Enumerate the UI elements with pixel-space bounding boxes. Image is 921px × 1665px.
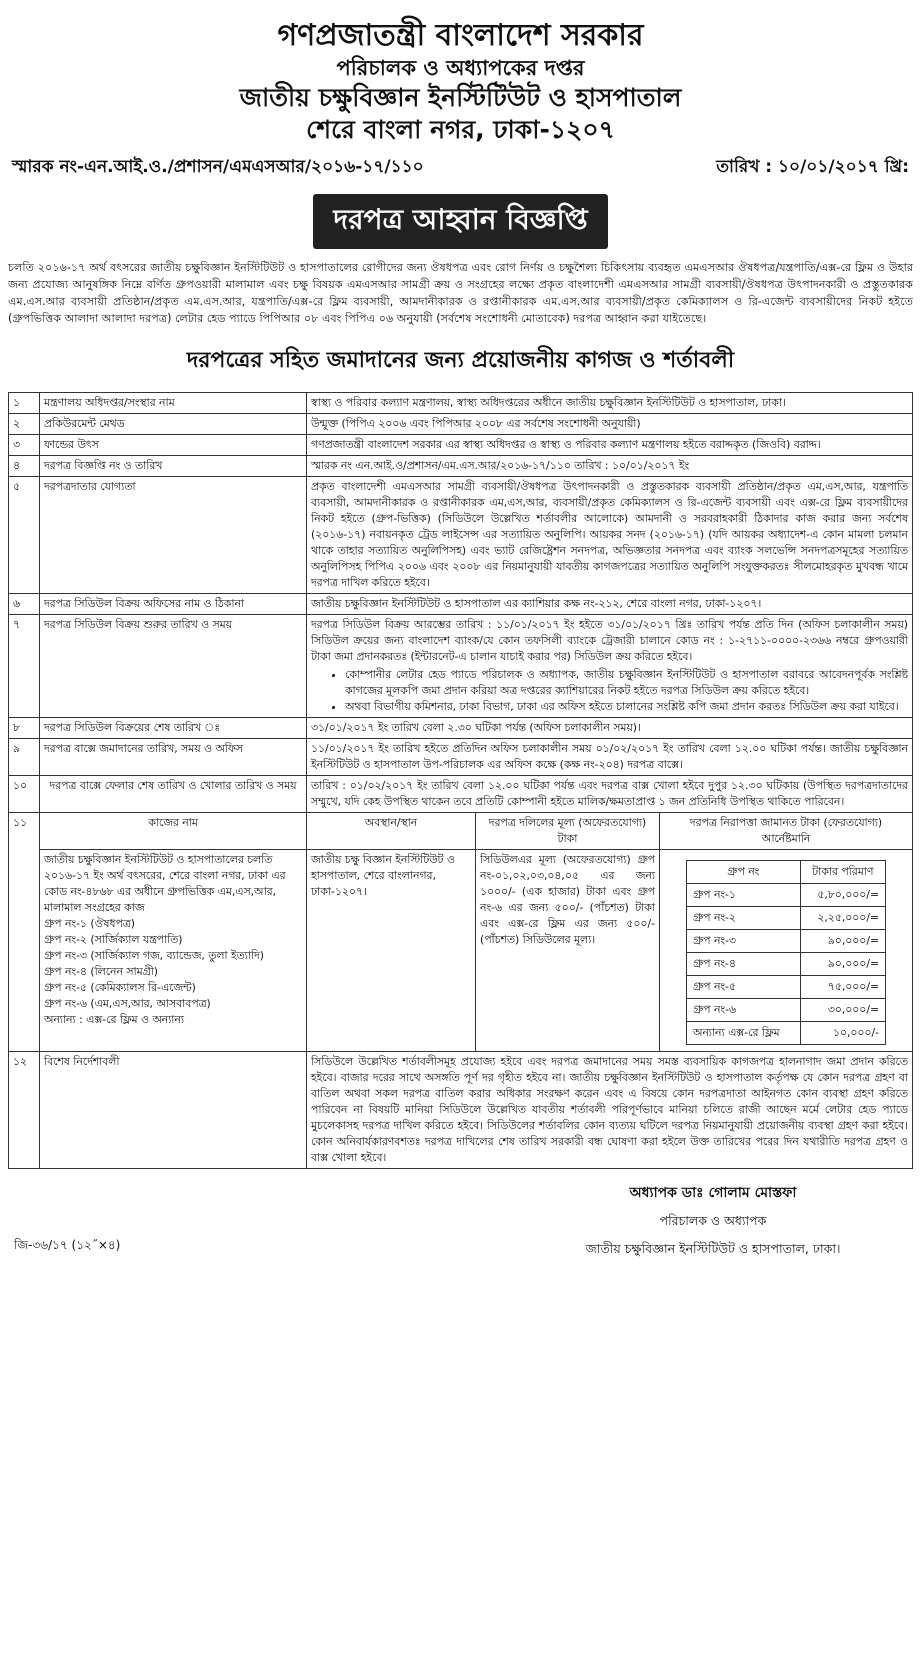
row-value: ৩১/০১/২০১৭ ইং তারিখ বেলা ২.৩০ ঘটিকা পর্যন্ত (অফিস চলাকালীন সময়)। xyxy=(307,718,913,739)
list-item: • কোম্পানীর লেটার হেড প্যাডে পরিচালক ও অধ্যাপক, জাতীয় চক্ষুবিজ্ঞান ইনস্টিটিউট ও হাসপাতাল বরাবরে আবেদনপূর্বক সংশ্লিষ্ট কাগজের মূলকপি জমা প্রদান করিয়া অত্র দপ্তরের ক্যাশিয়ারের নিকট হইতে দরপত্র সিডিউল ক্রয় করিতে হইবে। xyxy=(345,667,908,699)
location-cell: জাতীয় চক্ষু বিজ্ঞান ইনস্টিটিউট ও হাসপাতাল, শেরে বাংলানগর, ঢাকা-১২০৭। xyxy=(307,850,476,1052)
table-row xyxy=(9,594,913,615)
notice-date: তারিখ : ১০/০১/২০১৭ খ্রি: xyxy=(716,157,909,177)
amount-cell: ২,২৫,০০০/= xyxy=(800,907,885,930)
group-item: গ্রুপ নং-৩ (সার্জিক্যাল গজ, ব্যান্ডেজ, তুলা ইত্যাদি) xyxy=(44,949,264,962)
group-item: গ্রুপ নং-৫ (কেমিক্যালস রি-এজেন্ট) xyxy=(44,981,196,994)
row-label: দরপত্র সিডিউল বিক্রয় অফিসের নাম ও ঠিকানা xyxy=(40,594,307,615)
group-item: অন্যান্য : এক্স-রে ফ্লিম ও অন্যান্য xyxy=(44,1013,184,1026)
row-number: ১০ xyxy=(9,776,40,813)
notice-banner: দরপত্র আহ্বান বিজ্ঞপ্তি xyxy=(313,194,607,249)
group-cell: গ্রুপ নং-৪ xyxy=(687,953,801,976)
work-name-cell xyxy=(40,850,307,1052)
row-value: প্রকৃত বাংলাদেশী এমএসআর সামগ্রী ব্যবসায়ী/ঔষধপত্র উৎপাদনকারী ও প্রস্তুতকারক ব্যবসায়ী প্রতিষ্ঠান/প্রকৃত এম,এস,আর, যন্ত্রপাতি ব্যবসায়ী, আমদানীকারক ও রপ্তানীকারক এম,এস,আর, ব্যবসায়ী/প্রকৃত কেমিক্যালস ও রি-এজেন্ট ব্যবসায়ী এবং এক্স-রে ফ্লিম ব্যবসায়ীদের নিকট হইতে (গ্রুপ-ভিত্তিক) (সিডিউলে উল্লেখিত শর্তাবলীর আলোকে) আমদানী ও সরবরাহকারী ঠিকাদার কাজ করার জন্য সর্বশেষ (২০১৬-১৭) নবায়নকৃত ট্রেড লাইসেন্স এর সত্যায়িত অনুলিপি। আয়কর সনদ (২০১৬-১৭) (যদি আয়কর অধ্যাদেশ-এ কোন মামলা চলমান থাকে তাহার সত্যায়িত অনুলিপিসহ) এবং ভ্যাট রেজিষ্ট্রেশন সনদপত্র, অভিজ্ঞতার সনদপত্র এবং ব্যাংক সলভেন্সি সনদপত্রসমূহের সত্যায়িত অনুলিপিসহ পিপিএ ২০০৬ এবং ২০০৮ এর নিয়মানুযায়ী যাবতীয় কাগজপত্রের সত্যায়িত অনুলিপি সংযুক্তকরতঃ সীলমোহরকৃত মুখবন্ধ খামে দরপত্র দাখিল করিতে হইবে। xyxy=(307,477,913,594)
document-price-header: দরপত্র দলিলের মূল্য (অফেরতযোগ্য) টাকা xyxy=(476,813,660,850)
row-label: দরপত্র সিডিউল বিক্রয় শুরুর তারিখ ও সময় xyxy=(40,615,307,718)
security-header: দরপত্র নিরাপত্তা জামানত টাকা (ফেরতযোগ্য) আর্নেষ্টমানি xyxy=(660,813,913,850)
row-label: দরপত্র সিডিউল বিক্রয়ের শেষ তারিখ ঃ xyxy=(40,718,307,739)
row-number: ১ xyxy=(9,393,40,414)
row-value: ১১/০১/২০১৭ ইং তারিখ হইতে প্রতিদিন অফিস চলাকালীন সময় ০১/০২/২০১৭ ইং তারিখ বেলা ১২.০০ ঘটিকা পর্যন্ত। জাতীয় চক্ষুবিজ্ঞান ইনস্টিটিউট ও হাসপাতাল উপ-পরিচালক এর অফিস কক্ষে (কক্ষ নং-২০৪) দরপত্র বাক্সে। xyxy=(307,739,913,776)
row-number: ৮ xyxy=(9,718,40,739)
group-item: গ্রুপ নং-৪ (লিনেন সামগ্রী) xyxy=(44,965,159,978)
conditions-title: দরপত্রের সহিত জমাদানের জন্য প্রয়োজনীয় কাগজ ও শর্তাবলী xyxy=(186,348,735,373)
group-cell: গ্রুপ নং-৬ xyxy=(687,999,801,1022)
row-label: দরপত্র বিজ্ঞপ্তি নং ও তারিখ xyxy=(40,456,307,477)
row-value: স্বাস্থ্য ও পরিবার কল্যাণ মন্ত্রণালয়, স্বাস্থ্য অধিদপ্তরের অধীনে জাতীয় চক্ষুবিজ্ঞান ইনস্টিটিউট ও হাসপাতাল, ঢাকা। xyxy=(307,393,913,414)
signatory-organization: জাতীয় চক্ষুবিজ্ঞান ইনস্টিটিউট ও হাসপাতাল, ঢাকা। xyxy=(585,1241,841,1256)
row-label: প্রকিউরমেন্ট মেথড xyxy=(40,414,307,435)
row-number: ৩ xyxy=(9,435,40,456)
institute-name: জাতীয় চক্ষুবিজ্ঞান ইনস্টিটিউট ও হাসপাতাল xyxy=(239,83,682,112)
table-row xyxy=(9,850,913,1052)
group-item: গ্রুপ নং-১ (ঔষধপত্র) xyxy=(44,917,135,930)
office-name: পরিচালক ও অধ্যাপকের দপ্তর xyxy=(336,56,585,80)
row-label: ফান্ডের উৎস xyxy=(40,435,307,456)
row-value xyxy=(307,615,913,718)
group-cell: গ্রুপ নং-১ xyxy=(687,884,801,907)
table-row xyxy=(687,999,886,1022)
row-number: ২ xyxy=(9,414,40,435)
signatory-title: পরিচালক ও অধ্যাপক xyxy=(659,1213,767,1228)
row-value: তারিখ : ০১/০২/২০১৭ ইং তারিখ বেলা ১২.০০ ঘটিকা পর্যন্ত এবং দরপত্র বাক্স খোলা হইবে দুপুর ১২.৩০ ঘটিকায় (উপস্থিত দরপত্রদাতাদের সম্মুখে, যদি কেহ উপস্থিত থাকেন তবে প্রতিটি কোম্পানী হইতে মালিক/ক্ষমতাপ্রাপ্ত ১ জন প্রতিনিধি উপস্থিত থাকিতে পারিবেন। xyxy=(307,776,913,813)
intro-paragraph: চলতি ২০১৬-১৭ অর্থ বৎসরের জাতীয় চক্ষুবিজ্ঞান ইনস্টিটিউট ও হাসপাতালের রোগীদের জন্য ঔষধপত্র এবং রোগ নির্ণয় ও চক্ষুশৈল্য চিকিৎসায় ব্যবহৃত এমএসআর ঔষধপত্র/যন্ত্রপাতি/এক্স-রে ফ্লিম ও উহার জন্য প্রযোজ্য আনুষঙ্গিক নিম্নে বর্ণিত গ্রুপওয়ারী মালামাল এবং চক্ষু বিষয়ক এমএসআর সামগ্রী ক্রয় ও সংগ্রহের লক্ষ্যে প্রকৃত বাংলাদেশী এমএসআর সামগ্রী ব্যবসায়ী/ঔষধপত্র উৎপাদনকারী ও প্রস্তুতকারক এম.এস.আর ব্যবসায়ী প্রতিষ্ঠান/প্রকৃত এম.এস.আর, যন্ত্রপাতি/এক্স-রে ফ্লিম ব্যবসায়ী, আমদানীকারক ও রপ্তানীকারক এম.এস.আর ব্যবসায়ী/প্রকৃত কেমিক্যালস ও রি-এজেন্ট ব্যবসায়ীদের নিকট হইতে (গ্রুপভিত্তিক আলাদা আলাদা দরপত্র) লেটার হেড প্যাডে পিপিআর ০৮ এবং পিপিএ ০৬ অনুযায়ী (সর্বশেষ সংশোধনী মোতাবেক) দরপত্র আহ্বান করা যাইতেছে। xyxy=(8,261,913,325)
table-row xyxy=(687,953,886,976)
security-cell xyxy=(660,850,913,1052)
table-row xyxy=(9,739,913,776)
amount-cell: ৩০,০০০/= xyxy=(800,999,885,1022)
row-number: ৬ xyxy=(9,594,40,615)
work-name-header: কাজের নাম xyxy=(40,813,307,850)
table-row xyxy=(9,776,913,813)
conditions-table xyxy=(8,392,913,1169)
amount-cell: ৭৫,০০০/= xyxy=(800,976,885,999)
table-row xyxy=(687,930,886,953)
row-label: দরপত্র বাক্সে জমাদানের তারিখ, সময় ও অফিস xyxy=(40,739,307,776)
group-cell: গ্রুপ নং-৩ xyxy=(687,930,801,953)
table-row xyxy=(9,615,913,718)
row-number: ৪ xyxy=(9,456,40,477)
tender-notice xyxy=(8,0,913,1263)
row-value: জাতীয় চক্ষুবিজ্ঞান ইনস্টিটিউট ও হাসপাতাল এর ক্যাশিয়ার কক্ষ নং-২১২, শেরে বাংলা নগর, ঢাকা-১২০৭। xyxy=(307,594,913,615)
security-table xyxy=(686,860,886,1045)
group-cell: গ্রুপ নং-২ xyxy=(687,907,801,930)
row-label: বিশেষ নির্দেশাবলী xyxy=(40,1052,307,1169)
document-price-cell: সিডিউলএর মূল্য (অফেরতযোগ্য) গ্রুপ নং-০১,০২,০৩,০৪,০৫ এর জন্য ১০০০/- (এক হাজার) টাকা এবং গ্রুপ নং-৬ এর জন্য ৫০০/- (পাঁচশত) টাকা এবং এক্স-রে ফ্লিম এর জন্য ৫০০/- (পাঁচশত) সিডিউলের মূল্য। xyxy=(476,850,660,1052)
row-value: স্মারক নং এন.আই.ও/প্রশাসন/এম.এস.আর/২০১৬-১৭/১১০ তারিখ : ১০/০১/২০১৭ ইং xyxy=(307,456,913,477)
table-row xyxy=(9,435,913,456)
group-column-header: গ্রুপ নং xyxy=(687,861,801,884)
group-item: গ্রুপ নং-২ (সার্জিক্যাল যন্ত্রপাতি) xyxy=(44,933,183,946)
row-label: দরপত্রদাতার যোগ্যতা xyxy=(40,477,307,594)
amount-column-header: টাকার পরিমাণ xyxy=(800,861,885,884)
table-row xyxy=(687,1022,886,1045)
row-number: ৭ xyxy=(9,615,40,718)
list-item: • অথবা বিভাগীয় কমিশনার, ঢাকা বিভাগ, ঢাকা এর অফিস হইতে চালানের সংশ্লিষ্ট কপি জমা প্রদান করতঃ সিডিউল ক্রয় করা যাইবে। xyxy=(345,699,908,715)
schedule-sale-options xyxy=(311,667,908,715)
amount-cell: ৯০,০০০/= xyxy=(800,930,885,953)
table-row xyxy=(687,884,886,907)
print-code: জি-৩৬/১৭ (১২˝×৪) xyxy=(14,1238,121,1252)
group-item: গ্রুপ নং-৬ (এম,এস,আর, আসবাবপত্র) xyxy=(44,997,211,1010)
letterhead xyxy=(8,18,913,146)
institute-address: শেরে বাংলা নগর, ঢাকা-১২০৭ xyxy=(306,115,615,144)
table-row xyxy=(9,477,913,594)
table-row xyxy=(687,976,886,999)
amount-cell: ৫,৮০,০০০/= xyxy=(800,884,885,907)
row-number: ৯ xyxy=(9,739,40,776)
work-description: জাতীয় চক্ষুবিজ্ঞান ইনস্টিটিউট ও হাসপাতালের চলতি ২০১৬-১৭ ইং অর্থ বৎসরের, শেরে বাংলা নগর, ঢাকা এর কোড নং-৪৮৬৮ এর অধীনে গ্রুপভিত্তিক এম,এস,আর, মালামাল সংগ্রহের কাজ xyxy=(44,853,286,914)
group-cell: গ্রুপ নং-৫ xyxy=(687,976,801,999)
row-label: মন্ত্রণালয় অধিদপ্তর/সংস্থার নাম xyxy=(40,393,307,414)
memo-number: স্মারক নং-এন.আই.ও./প্রশাসন/এমএসআর/২০১৬-১৭/১১০ xyxy=(12,157,424,177)
row-label: দরপত্র বাক্সে ফেলার শেষ তারিখ ও খোলার তারিখ ও সময় xyxy=(40,776,307,813)
location-header: অবস্থান/স্থান xyxy=(307,813,476,850)
row-number: ১২ xyxy=(9,1052,40,1169)
table-row xyxy=(9,456,913,477)
table-row xyxy=(9,414,913,435)
group-cell: অন্যান্য এক্স-রে ফ্লিম xyxy=(687,1022,801,1045)
row-value: উন্মুক্ত (পিপিএ ২০০৬ এবং পিপিআর ২০০৮ এর সর্বশেষ সংশোধনী অনুযায়ী) xyxy=(307,414,913,435)
signature-block xyxy=(543,1179,883,1263)
table-row xyxy=(687,861,886,884)
government-name: গণপ্রজাতন্ত্রী বাংলাদেশ সরকার xyxy=(277,18,644,53)
table-row xyxy=(9,718,913,739)
table-row xyxy=(9,813,913,850)
row-number: ১১ xyxy=(9,813,40,1052)
amount-cell: ১০,০০০/- xyxy=(800,1022,885,1045)
schedule-sale-text: দরপত্র সিডিউল বিক্রয় আরম্ভের তারিখ : ১১/০১/২০১৭ ইং হইতে ৩১/০১/২০১৭ খ্রিঃ তারিখ পর্যন্ত প্রতি দিন (অফিস চলাকালীন সময়) সিডিউল ক্রয়ের জন্য বাংলাদেশ ব্যাংক/যে কোন তফসিলী ব্যাংকে ট্রেজারী চালানে কোড নং : ১-২৭১১-০০০০-২৩৬৬ নম্বরে গ্রুপওয়ারী টাকা জমা প্রদানকরতঃ (ইন্টারনেট-এ চালান যাচাই করার পর) সিডিউল ক্রয় করিতে হইবে। xyxy=(311,618,908,663)
amount-cell: ৯০,০০০/= xyxy=(800,953,885,976)
row-number: ৫ xyxy=(9,477,40,594)
reference-row xyxy=(8,154,913,182)
signatory-name: অধ্যাপক ডাঃ গোলাম মোস্তফা xyxy=(629,1185,797,1201)
row-value: সিডিউলে উল্লেখিত শর্তাবলীসমূহ প্রযোজ্য হইবে এবং দরপত্র জমাদানের সময় সমস্ত ব্যবসায়িক কাগজপত্র হালনাগাদ জমা প্রদান করিতে হইবে। বাজার দরের সাথে অসঙ্গতি পূর্ণ দর গৃহীত হইবে না। জাতীয় চক্ষুবিজ্ঞান ইনস্টিটিউট ও হাসপাতাল কর্তৃপক্ষ যে কোন দরপত্র গ্রহণ বা বাতিল অথবা সকল দরপত্র বাতিল করার অধিকার সংরক্ষণ করেন এবং এ বিষয়ে কোন দরপত্রদাতা আইনগত কোন ব্যবস্থা গ্রহণ করিতে পারিবেন না বিষয়টি মানিয়া সিডিউলে উল্লেখিত যাবতীয় শর্তাবলী পরিপূর্ণভাবে মানিয়া চলিতে রাজী আছেন মর্মে লেটার হেড প্যাডে মুচলেকাসহ দরপত্র দাখিল করিতে হইবে। সিডিউলের শর্তাবলির কোন ব্যত্যয় ঘটিলে দরপত্র নিয়মানুযায়ী প্রয়োজনীয় ব্যবস্থা গ্রহণ করা হইবে। কোন অনিবার্যকারণবশতঃ দরপত্র দাখিলের শেষ তারিখ সরকারী বন্ধ ঘোষণা করা হইলে উক্ত তারিখের পরের দিন যথারীতি দরপত্র গ্রহণ ও বাক্স খোলা হইবে। xyxy=(307,1052,913,1169)
table-row xyxy=(687,907,886,930)
table-row xyxy=(9,1052,913,1169)
row-value: গণপ্রজাতন্ত্রী বাংলাদেশ সরকার এর স্বাস্থ্য অধিদপ্তর ও স্বাস্থ্য ও পরিবার কল্যাণ মন্ত্রণালয় হইতে বরাদ্দকৃত (জিওবি) বরাদ্দ। xyxy=(307,435,913,456)
table-row xyxy=(9,393,913,414)
